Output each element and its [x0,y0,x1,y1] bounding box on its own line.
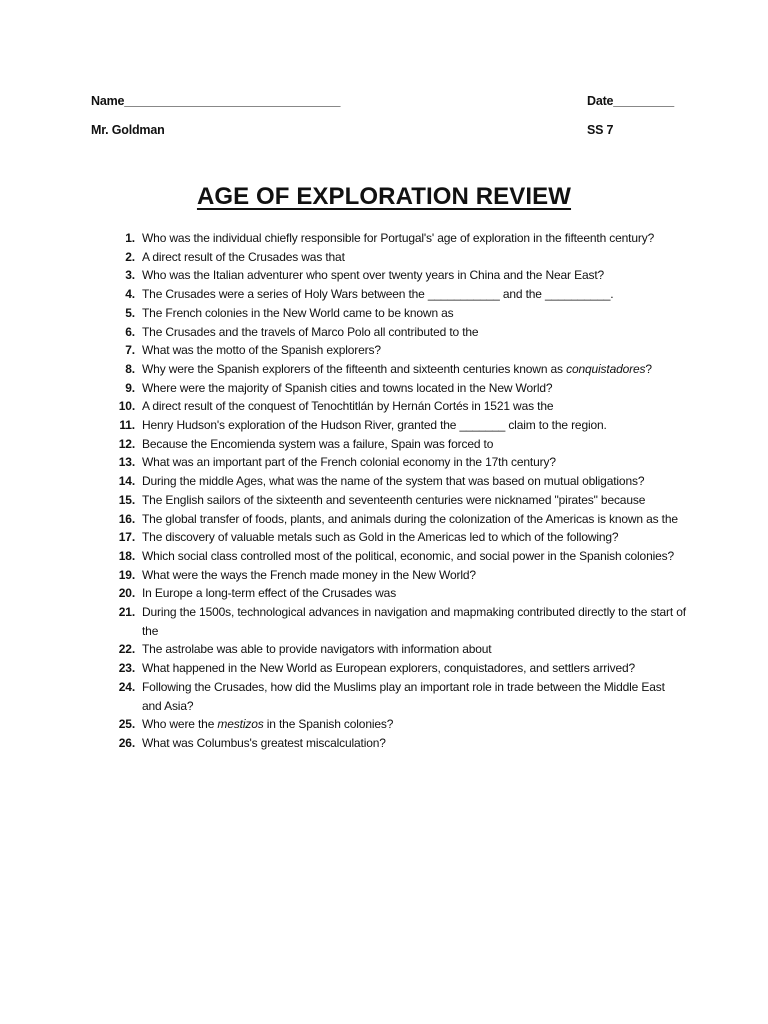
question-item [106,341,686,360]
question-text: The astrolabe was able to provide navigators with information about [142,642,492,657]
question-number: 12. [118,436,135,451]
question-number: 9. [125,380,135,395]
question-number: 22. [118,642,135,657]
question-item [106,640,686,659]
question-item [106,248,686,267]
question-item [106,285,686,304]
question-item [106,453,686,472]
question-item [106,678,686,715]
teacher-name: Mr. Goldman [91,123,165,137]
question-number: 6. [125,324,135,339]
class-name: SS 7 [587,123,614,137]
question-text: What was Columbus's greatest miscalculation? [142,735,386,750]
question-text: The French colonies in the New World came to be known as [142,305,454,320]
question-number: 19. [118,567,135,582]
question-text-part: Why were the Spanish explorers of the fifteenth and sixteenth centuries known as [142,361,567,376]
question-item [106,659,686,678]
question-item [106,360,686,379]
question-number: 26. [118,735,135,750]
question-item [106,603,686,640]
question-text [135,360,686,379]
question-number: 13. [118,455,135,470]
question-item [106,528,686,547]
question-item [106,715,686,734]
question-text: Who was the Italian adventurer who spent over twenty years in China and the Near East? [142,268,605,283]
question-text-part: ? [645,361,652,376]
question-text: Which social class controlled most of the political, economic, and social power in the Spanish colonies? [142,548,675,563]
question-number: 8. [125,361,135,376]
question-text: During the 1500s, technological advances in navigation and mapmaking contributed directly to the start of the [142,605,686,638]
question-text: Henry Hudson's exploration of the Hudson River, granted the _______ claim to the region. [142,418,607,433]
question-item [106,323,686,342]
question-number: 1. [125,231,135,245]
question-text: What was an important part of the French colonial economy in the 17th century? [142,455,556,470]
question-text-part: in the Spanish colonies? [263,717,394,732]
question-number: 21. [118,605,135,620]
question-item [106,584,686,603]
question-item [106,416,686,435]
question-number: 14. [118,474,135,489]
question-text-part: Who were the [142,717,218,732]
question-text: What were the ways the French made money in the New World? [142,567,476,582]
question-item [106,566,686,585]
question-text: Where were the majority of Spanish cities and towns located in the New World? [142,380,553,395]
question-italic-term: conquistadores [566,361,646,376]
question-item [106,547,686,566]
question-text: What happened in the New World as European explorers, conquistadores, and settlers arrived? [142,661,636,676]
question-item [106,491,686,510]
question-number: 20. [118,586,135,601]
worksheet-title [0,183,768,211]
question-number: 5. [125,305,135,320]
question-number: 24. [118,679,135,694]
question-text: The discovery of valuable metals such as Gold in the Americas led to which of the following? [142,530,619,545]
question-italic-term: mestizos [217,717,264,732]
question-item [106,435,686,454]
question-number: 17. [118,530,135,545]
question-text: The English sailors of the sixteenth and seventeenth centuries were nicknamed "pirates" because [142,492,646,507]
question-number: 11. [119,418,135,433]
question-text: During the middle Ages, what was the name of the system that was based on mutual obligations? [142,474,645,489]
question-text: A direct result of the conquest of Tenochtitlán by Hernán Cortés in 1521 was the [142,399,554,414]
question-number: 7. [125,343,135,358]
question-number: 25. [118,717,135,732]
question-number: 2. [125,249,135,264]
question-text: The Crusades were a series of Holy Wars between the ___________ and the __________. [142,287,614,302]
question-text: The Crusades and the travels of Marco Polo all contributed to the [142,324,479,339]
question-list [106,229,686,753]
question-number: 18. [118,548,135,563]
worksheet-title-text: AGE OF EXPLORATION REVIEW [196,183,572,210]
question-text: In Europe a long-term effect of the Crusades was [142,586,397,601]
question-item [106,266,686,285]
question-item [106,229,686,248]
question-text: Following the Crusades, how did the Muslims play an important role in trade between the Middle East and Asia? [142,679,665,713]
question-item [106,510,686,529]
question-number: 23. [118,661,135,676]
question-text: The global transfer of foods, plants, and animals during the colonization of the Americas is known as the [142,511,678,526]
date-field-label: Date_________ [587,94,675,108]
question-item [106,379,686,398]
question-number: 3. [125,268,135,283]
question-item [106,397,686,416]
question-number: 16. [118,511,135,526]
question-text: A direct result of the Crusades was that [142,249,345,264]
question-number: 4. [125,287,135,302]
name-field-label: Name________________________________ [91,94,341,108]
question-item [106,304,686,323]
question-text: What was the motto of the Spanish explorers? [142,343,381,358]
question-item [106,472,686,491]
question-number: 10. [118,399,135,414]
question-text: Who was the individual chiefly responsible for Portugal's' age of exploration in the fifteenth century? [142,231,655,245]
question-item [106,734,686,753]
question-number: 15. [118,492,135,507]
question-text [135,715,686,734]
question-text: Because the Encomienda system was a failure, Spain was forced to [142,436,494,451]
